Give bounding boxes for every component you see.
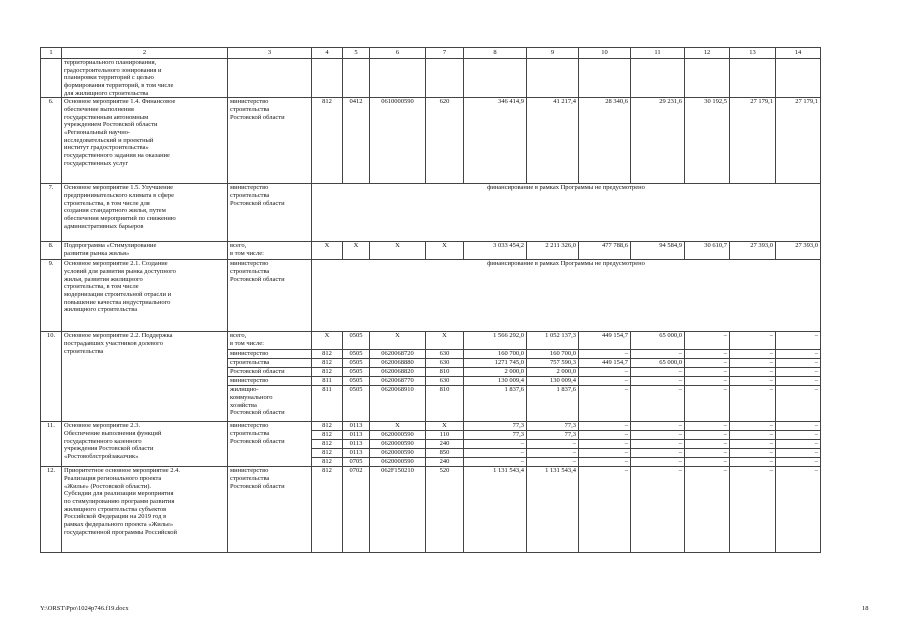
value-cell: –: [685, 440, 730, 449]
value-cell: –: [579, 377, 631, 386]
value-cell: –: [579, 422, 631, 431]
column-number-header: 9: [527, 48, 579, 59]
value-cell: 812: [312, 422, 343, 431]
value-cell: 811: [312, 377, 343, 386]
table-row: [41, 422, 821, 431]
value-cell: –: [579, 467, 631, 553]
row-number: 10.: [41, 332, 62, 422]
value-cell: [685, 59, 730, 98]
executor: министерство строительства Ростовской области: [228, 184, 312, 242]
column-number-header: 7: [426, 48, 464, 59]
value-cell: [312, 59, 343, 98]
value-cell: 110: [426, 431, 464, 440]
value-cell: –: [579, 431, 631, 440]
footer-file-path: Y:\ORST\Ppo\1024p746.f19.docx: [40, 605, 129, 612]
value-cell: 30 610,7: [685, 242, 730, 260]
value-cell: –: [730, 422, 776, 431]
value-cell: 1 131 543,4: [527, 467, 579, 553]
value-cell: 2 211 326,0: [527, 242, 579, 260]
value-cell: 0505: [343, 359, 370, 368]
value-cell: –: [579, 386, 631, 422]
column-number-header: 12: [685, 48, 730, 59]
measure-name: Приоритетное основное мероприятие 2.4. Реализация регионального проекта «Жилье» (Ростовской области). Субсидии для реализации мероприятия по стимулированию программ развития жилищного строительства субъектов Российской Федерации на 2019 год в рамках федерального проекта «Жилье» государственной программы Российской: [62, 467, 228, 553]
value-cell: 0505: [343, 386, 370, 422]
column-number-header: 13: [730, 48, 776, 59]
value-cell: –: [776, 359, 821, 368]
table-row: [41, 184, 821, 242]
value-cell: 0620068820: [370, 368, 426, 377]
value-cell: 3 033 454,2: [464, 242, 527, 260]
value-cell: 0113: [343, 440, 370, 449]
value-cell: 0620000590: [370, 449, 426, 458]
value-cell: 630: [426, 359, 464, 368]
row-number: 9.: [41, 260, 62, 332]
value-cell: 812: [312, 368, 343, 377]
executor: Ростовской области: [228, 368, 312, 377]
value-cell: –: [776, 458, 821, 467]
value-cell: –: [730, 359, 776, 368]
value-cell: Х: [370, 422, 426, 431]
value-cell: 0620068720: [370, 350, 426, 359]
value-cell: 30 192,5: [685, 98, 730, 184]
value-cell: [631, 59, 685, 98]
value-cell: –: [579, 458, 631, 467]
value-cell: 0505: [343, 332, 370, 350]
value-cell: –: [631, 422, 685, 431]
value-cell: 0113: [343, 431, 370, 440]
value-cell: 27 179,1: [776, 98, 821, 184]
value-cell: –: [730, 440, 776, 449]
value-cell: 812: [312, 350, 343, 359]
table-row: [41, 467, 821, 553]
value-cell: –: [631, 440, 685, 449]
value-cell: –: [685, 449, 730, 458]
executor: министерство строительства Ростовской области: [228, 260, 312, 332]
value-cell: 0620000590: [370, 458, 426, 467]
value-cell: 65 000,0: [631, 332, 685, 350]
measure-name: Основное мероприятие 2.3. Обеспечение выполнения функций государственного казенного учреждения Ростовской области «Ростовоблстройзаказчик»: [62, 422, 228, 467]
document-table-wrapper: [40, 47, 821, 553]
value-cell: Х: [370, 332, 426, 350]
value-cell: –: [730, 332, 776, 350]
value-cell: –: [776, 377, 821, 386]
value-cell: –: [776, 332, 821, 350]
value-cell: –: [730, 368, 776, 377]
measure-name: Основное мероприятие 2.2. Поддержка пострадавших участников долевого строительства: [62, 332, 228, 422]
value-cell: –: [685, 458, 730, 467]
executor: министерство строительства Ростовской области: [228, 98, 312, 184]
value-cell: 2 000,0: [527, 368, 579, 377]
value-cell: 812: [312, 431, 343, 440]
column-number-header: 3: [228, 48, 312, 59]
program-finance-table: [40, 47, 821, 553]
value-cell: –: [685, 386, 730, 422]
value-cell: 812: [312, 449, 343, 458]
header-row: [41, 48, 821, 59]
executor: министерство: [228, 377, 312, 386]
row-number: 7.: [41, 184, 62, 242]
value-cell: –: [685, 332, 730, 350]
value-cell: –: [527, 458, 579, 467]
value-cell: –: [579, 440, 631, 449]
row-number: 8.: [41, 242, 62, 260]
column-number-header: 5: [343, 48, 370, 59]
value-cell: 0610000590: [370, 98, 426, 184]
value-cell: –: [631, 449, 685, 458]
value-cell: –: [631, 467, 685, 553]
table-row: [41, 260, 821, 332]
value-cell: –: [730, 431, 776, 440]
value-cell: 812: [312, 467, 343, 553]
value-cell: [527, 59, 579, 98]
value-cell: 1 052 137,3: [527, 332, 579, 350]
value-cell: –: [685, 359, 730, 368]
executor: строительства: [228, 359, 312, 368]
funding-note: финансирование в рамках Программы не предусмотрено: [312, 184, 821, 242]
value-cell: 0505: [343, 377, 370, 386]
value-cell: [464, 59, 527, 98]
value-cell: –: [776, 422, 821, 431]
value-cell: 1 837,6: [464, 386, 527, 422]
value-cell: 94 584,9: [631, 242, 685, 260]
value-cell: 1271 745,0: [464, 359, 527, 368]
value-cell: –: [527, 440, 579, 449]
value-cell: 520: [426, 467, 464, 553]
value-cell: [426, 59, 464, 98]
value-cell: 65 000,0: [631, 359, 685, 368]
value-cell: –: [685, 431, 730, 440]
value-cell: –: [579, 368, 631, 377]
value-cell: –: [776, 350, 821, 359]
value-cell: 41 217,4: [527, 98, 579, 184]
column-number-header: 6: [370, 48, 426, 59]
value-cell: 240: [426, 458, 464, 467]
value-cell: –: [685, 422, 730, 431]
value-cell: –: [579, 350, 631, 359]
value-cell: [776, 59, 821, 98]
measure-name: Подпрограмма «Стимулирование развития рынка жилья»: [62, 242, 228, 260]
value-cell: –: [685, 350, 730, 359]
value-cell: 27 393,0: [730, 242, 776, 260]
value-cell: 620: [426, 98, 464, 184]
value-cell: –: [776, 440, 821, 449]
value-cell: –: [730, 350, 776, 359]
value-cell: Х: [426, 242, 464, 260]
value-cell: –: [730, 449, 776, 458]
page-number: 18: [862, 605, 869, 612]
executor: [228, 59, 312, 98]
value-cell: 449 154,7: [579, 359, 631, 368]
measure-name: территориального планирования, градостроительного зонирования и планировки территорий с целью формирования территорий, в том числе для жилищного строительства: [62, 59, 228, 98]
value-cell: 1 566 292,0: [464, 332, 527, 350]
value-cell: 812: [312, 458, 343, 467]
value-cell: –: [776, 449, 821, 458]
value-cell: 630: [426, 377, 464, 386]
column-number-header: 8: [464, 48, 527, 59]
value-cell: –: [631, 458, 685, 467]
column-number-header: 2: [62, 48, 228, 59]
value-cell: 810: [426, 386, 464, 422]
value-cell: –: [631, 377, 685, 386]
row-number: 6.: [41, 98, 62, 184]
executor: всего, в том числе:: [228, 332, 312, 350]
measure-name: Основное мероприятие 2.1. Создание условий для развития рынка доступного жилья, развития жилищного строительства, в том числе модернизация строительной отрасли и повышение качества индустриального жилищного строительства: [62, 260, 228, 332]
value-cell: 0620000590: [370, 440, 426, 449]
funding-note: финансирование в рамках Программы не предусмотрено: [312, 260, 821, 332]
value-cell: –: [631, 350, 685, 359]
row-number: 11.: [41, 422, 62, 467]
value-cell: 062F150210: [370, 467, 426, 553]
value-cell: –: [527, 449, 579, 458]
value-cell: 811: [312, 386, 343, 422]
value-cell: 240: [426, 440, 464, 449]
column-number-header: 10: [579, 48, 631, 59]
value-cell: 810: [426, 368, 464, 377]
value-cell: [370, 59, 426, 98]
table-row: [41, 332, 821, 350]
table-row: [41, 242, 821, 260]
value-cell: [579, 59, 631, 98]
value-cell: –: [730, 386, 776, 422]
value-cell: 29 231,6: [631, 98, 685, 184]
value-cell: Х: [370, 242, 426, 260]
value-cell: 346 414,9: [464, 98, 527, 184]
value-cell: 1 837,6: [527, 386, 579, 422]
value-cell: 0620068910: [370, 386, 426, 422]
value-cell: 27 393,0: [776, 242, 821, 260]
measure-name: Основное мероприятие 1.4. Финансовое обеспечение выполнения государственным автономным учреждением Ростовской области «Региональный научно- исследовательский и проектный институт градостроительства» государственного задания на оказание государственных услуг: [62, 98, 228, 184]
value-cell: 0505: [343, 350, 370, 359]
value-cell: –: [730, 467, 776, 553]
value-cell: –: [776, 368, 821, 377]
executor: жилищно- коммунального хозяйства Ростовской области: [228, 386, 312, 422]
value-cell: –: [776, 431, 821, 440]
value-cell: 0620068880: [370, 359, 426, 368]
value-cell: 630: [426, 350, 464, 359]
value-cell: 0620000590: [370, 431, 426, 440]
value-cell: 0705: [343, 458, 370, 467]
value-cell: –: [579, 449, 631, 458]
column-number-header: 14: [776, 48, 821, 59]
measure-name: Основное мероприятие 1.5. Улучшение предпринимательского климата в сфере строительства, в том числе для создания стандартного жилья, путем обеспечения мероприятий по снижению административных барьеров: [62, 184, 228, 242]
value-cell: –: [730, 377, 776, 386]
executor: министерство: [228, 350, 312, 359]
value-cell: 2 000,0: [464, 368, 527, 377]
value-cell: 0702: [343, 467, 370, 553]
value-cell: 0113: [343, 449, 370, 458]
value-cell: 77,3: [464, 422, 527, 431]
row-number: [41, 59, 62, 98]
value-cell: 0412: [343, 98, 370, 184]
table-row: [41, 59, 821, 98]
value-cell: 812: [312, 440, 343, 449]
value-cell: 477 788,6: [579, 242, 631, 260]
value-cell: Х: [312, 242, 343, 260]
value-cell: Х: [312, 332, 343, 350]
value-cell: –: [685, 377, 730, 386]
value-cell: 812: [312, 98, 343, 184]
value-cell: –: [730, 458, 776, 467]
value-cell: Х: [426, 422, 464, 431]
value-cell: 812: [312, 359, 343, 368]
value-cell: –: [685, 368, 730, 377]
value-cell: –: [464, 449, 527, 458]
value-cell: 130 009,4: [464, 377, 527, 386]
value-cell: Х: [426, 332, 464, 350]
value-cell: 0113: [343, 422, 370, 431]
value-cell: 160 700,0: [464, 350, 527, 359]
executor: всего, в том числе:: [228, 242, 312, 260]
table-row: [41, 98, 821, 184]
executor: министерство строительства Ростовской области: [228, 467, 312, 553]
value-cell: –: [631, 386, 685, 422]
executor: министерство строительства Ростовской области: [228, 422, 312, 467]
value-cell: 160 700,0: [527, 350, 579, 359]
value-cell: 757 590,3: [527, 359, 579, 368]
value-cell: 77,3: [527, 431, 579, 440]
column-number-header: 4: [312, 48, 343, 59]
column-number-header: 1: [41, 48, 62, 59]
value-cell: 77,3: [527, 422, 579, 431]
value-cell: 850: [426, 449, 464, 458]
value-cell: –: [776, 386, 821, 422]
value-cell: [343, 59, 370, 98]
value-cell: 28 340,6: [579, 98, 631, 184]
value-cell: –: [464, 458, 527, 467]
value-cell: 0505: [343, 368, 370, 377]
value-cell: 77,3: [464, 431, 527, 440]
value-cell: 27 179,1: [730, 98, 776, 184]
value-cell: –: [464, 440, 527, 449]
value-cell: 1 131 543,4: [464, 467, 527, 553]
value-cell: –: [776, 467, 821, 553]
value-cell: [730, 59, 776, 98]
value-cell: 0620068770: [370, 377, 426, 386]
value-cell: 449 154,7: [579, 332, 631, 350]
value-cell: –: [631, 368, 685, 377]
value-cell: Х: [343, 242, 370, 260]
value-cell: –: [685, 467, 730, 553]
value-cell: –: [631, 431, 685, 440]
value-cell: 130 009,4: [527, 377, 579, 386]
column-number-header: 11: [631, 48, 685, 59]
row-number: 12.: [41, 467, 62, 553]
